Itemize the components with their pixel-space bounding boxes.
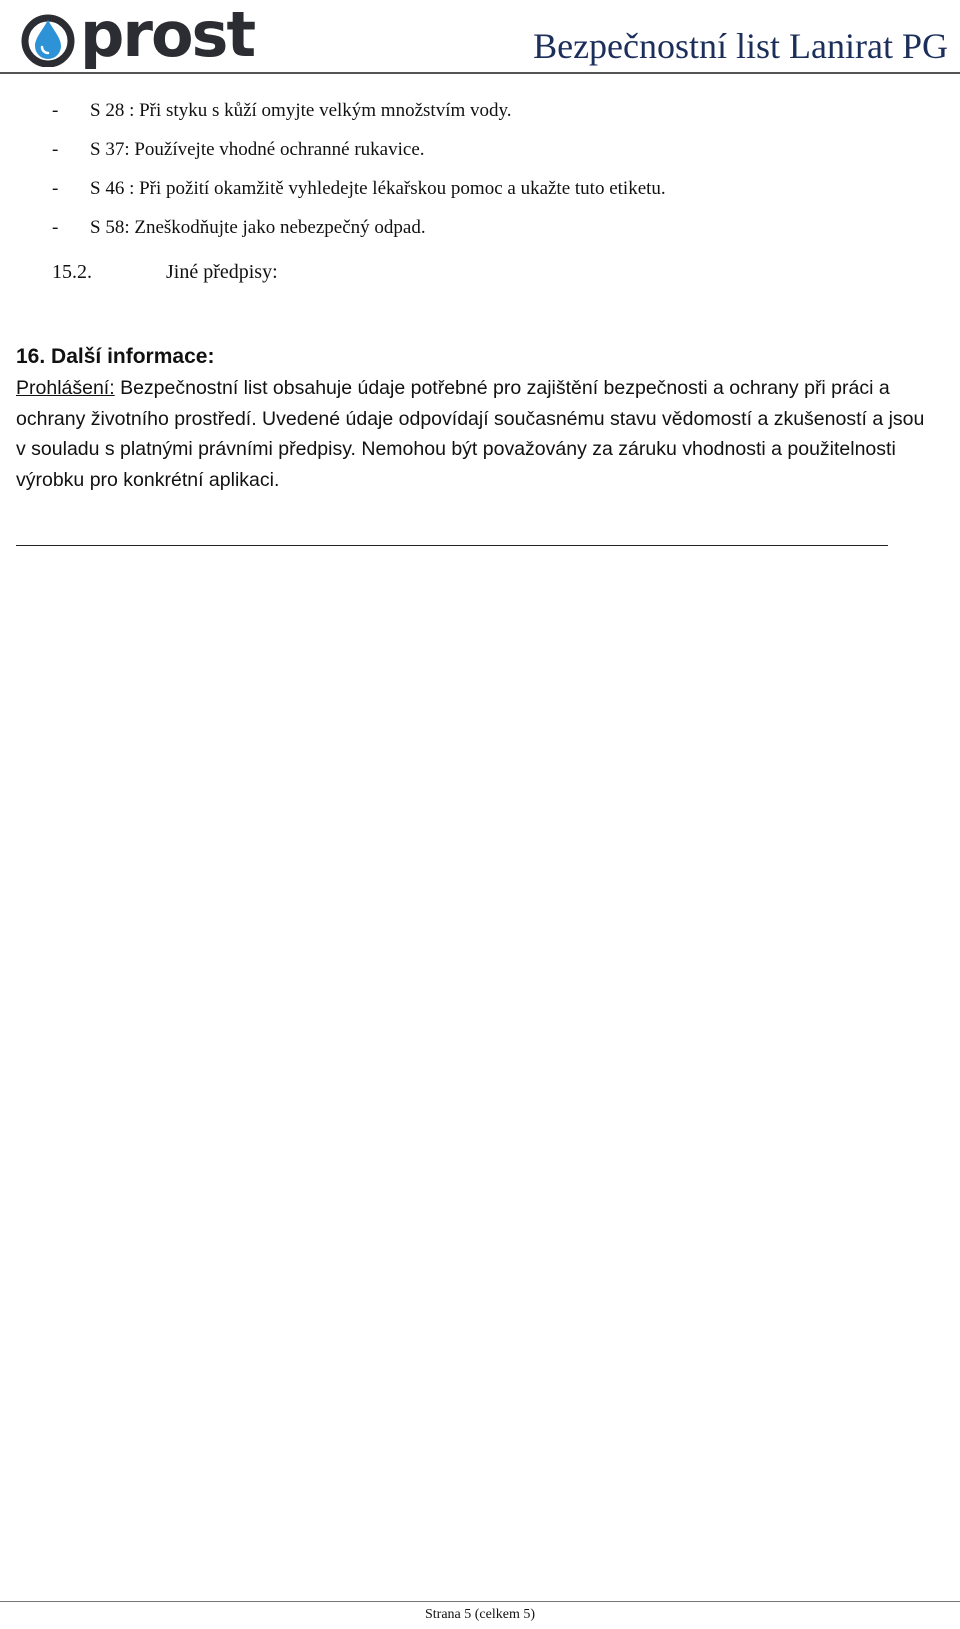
list-item xyxy=(52,217,932,256)
subsection-title: Jiné předpisy: xyxy=(166,261,278,283)
phrase-text: S 46 : Při požití okamžitě vyhledejte lékařskou pomoc a ukažte tuto etiketu. xyxy=(90,178,666,199)
safety-phrases-list xyxy=(52,100,932,256)
declaration-label: Prohlášení: xyxy=(16,377,115,399)
declaration-paragraph xyxy=(16,373,936,495)
section-number: 16. xyxy=(16,345,46,368)
subsection-number: 15.2. xyxy=(52,261,92,283)
document-title: Bezpečnostní list Lanirat PG xyxy=(533,26,948,66)
list-item xyxy=(52,139,932,178)
list-bullet: - xyxy=(52,178,59,199)
water-drop-logo-icon xyxy=(20,11,76,67)
subsection-15-2 xyxy=(52,260,278,284)
header-divider xyxy=(0,72,960,74)
phrase-text: S 28 : Při styku s kůží omyjte velkým množstvím vody. xyxy=(90,100,512,121)
page-header xyxy=(0,0,960,76)
logo-wordmark: prost xyxy=(80,0,255,71)
list-bullet: - xyxy=(52,100,59,121)
end-of-document-rule xyxy=(16,545,888,546)
list-bullet: - xyxy=(52,217,59,238)
phrase-text: S 58: Zneškodňujte jako nebezpečný odpad. xyxy=(90,217,426,238)
declaration-text: Bezpečnostní list obsahuje údaje potřebné pro zajištění bezpečnosti a ochrany při práci a ochrany životního prostředí. Uvedené údaje odpovídají současnému stavu vědomostí a zkušeností a jsou v souladu s platnými právními předpisy. Nemohou být považovány za záruku vhodnosti a použitelnosti výrobku pro konkrétní aplikaci. xyxy=(16,377,925,491)
page-number: Strana 5 (celkem 5) xyxy=(424,1607,535,1622)
prost-logo xyxy=(20,0,255,71)
list-item xyxy=(52,100,932,139)
section-16-heading xyxy=(16,344,214,370)
list-item xyxy=(52,178,932,217)
phrase-text: S 37: Používejte vhodné ochranné rukavice. xyxy=(90,139,425,160)
section-title: Další informace: xyxy=(51,345,215,368)
list-bullet: - xyxy=(52,139,59,160)
footer-divider xyxy=(0,1601,960,1602)
